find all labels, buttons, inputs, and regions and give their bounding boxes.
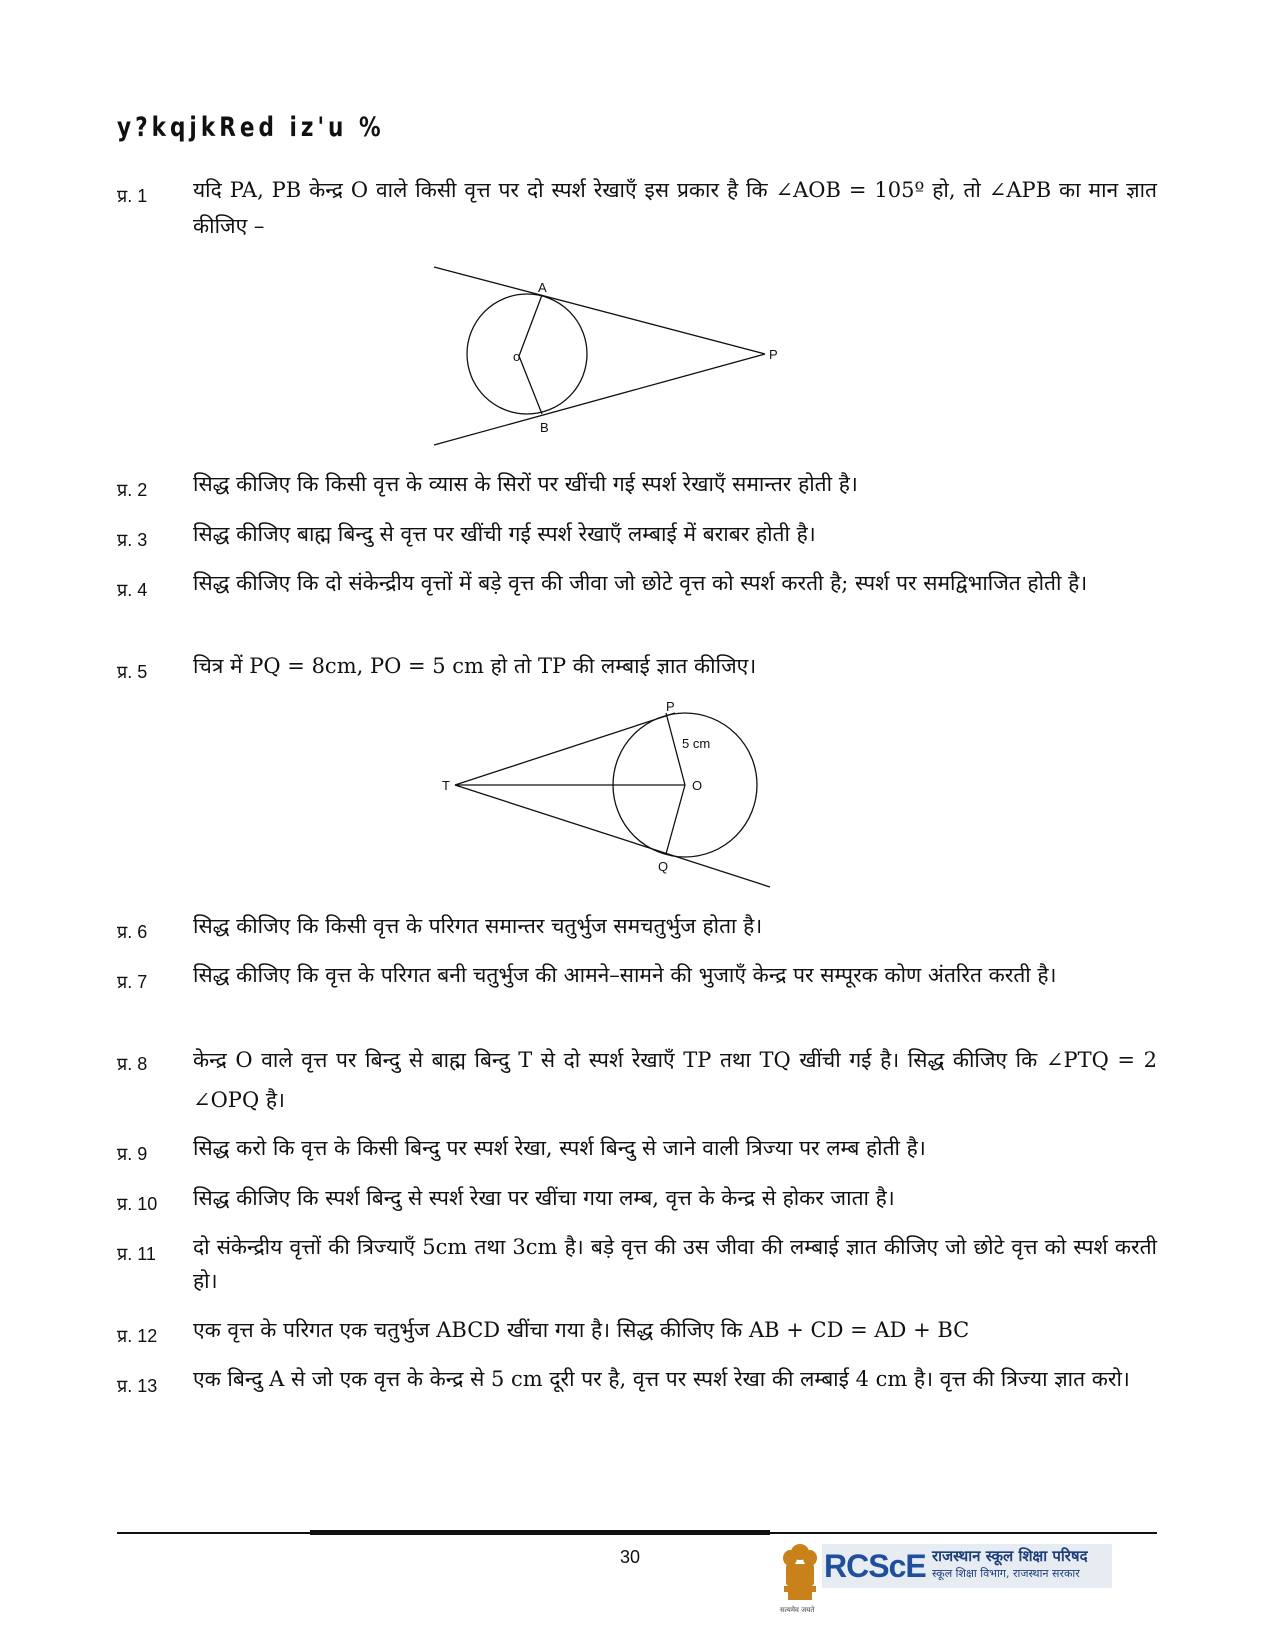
question-number: प्र. 8 (117, 1054, 148, 1074)
page-number: 30 (620, 1547, 641, 1567)
question-text: सिद्ध कीजिए कि वृत्त के परिगत बनी चतुर्भुज की आमने–सामने की भुजाएँ केन्द्र पर सम्पूरक कोण अंतरित करती है। (193, 963, 1057, 987)
question-text: एक वृत्त के परिगत एक चतुर्भुज ABCD खींचा गया है। सिद्ध कीजिए कि AB + CD = AD + BC (193, 1318, 970, 1342)
question-text: सिद्ध कीजिए कि दो संकेन्द्रीय वृत्तों में बड़े वृत्त की जीवा जो छोटे वृत्त को स्पर्श करती है; स्पर्श पर समद्विभाजित होती है। (193, 571, 1088, 595)
question-number: प्र. 12 (117, 1326, 158, 1346)
logo-wordmark: RCScE (824, 1548, 926, 1584)
question-number: प्र. 11 (117, 1244, 156, 1264)
figure-tangents-from-p (420, 262, 800, 452)
question-number: प्र. 4 (117, 580, 148, 600)
question-13 (117, 1362, 1157, 1430)
question-12 (117, 1312, 1157, 1348)
tangent-pb (434, 354, 765, 445)
label-p: P (666, 699, 675, 714)
question-number: प्र. 1 (117, 186, 148, 206)
question-text: सिद्ध करो कि वृत्त के किसी बिन्दु पर स्पर्श रेखा, स्पर्श बिन्दु से जाने वाली त्रिज्या पर लम्ब होती है। (193, 1136, 926, 1160)
logo-title: राजस्थान स्कूल शिक्षा परिषद (932, 1547, 1088, 1565)
question-number: प्र. 10 (117, 1194, 158, 1214)
question-text: चित्र में PQ = 8cm, PO = 5 cm हो तो TP की लम्बाई ज्ञात कीजिए। (193, 654, 757, 678)
question-6 (117, 908, 1157, 944)
tangent-tq (455, 785, 770, 887)
label-p: P (769, 347, 778, 362)
question-text: सिद्ध कीजिए कि किसी वृत्त के व्यास के सिरों पर खींची गई स्पर्श रेखाएँ समान्तर होती है। (193, 472, 858, 496)
question-text: यदि PA, PB केन्द्र O वाले किसी वृत्त पर दो स्पर्श रेखाएँ इस प्रकार है कि ∠AOB = 105º हो, तो ∠APB का मान ज्ञात कीजिए – (193, 178, 1157, 238)
rcsce-logo (780, 1540, 1160, 1614)
label-o: O (692, 778, 703, 793)
question-number: प्र. 5 (117, 662, 148, 682)
label-a: A (538, 280, 547, 295)
question-3 (117, 516, 1157, 552)
logo-subtitle: स्कूल शिक्षा विभाग, राजस्थान सरकार (932, 1567, 1080, 1580)
question-text: सिद्ध कीजिए बाह्म बिन्दु से वृत्त पर खींची गई स्पर्श रेखाएँ लम्बाई में बराबर होती है। (193, 522, 816, 546)
emblem-caption: सत्यमेव जयते (780, 1606, 815, 1614)
ashoka-emblem-icon (780, 1540, 820, 1606)
radius-ob (519, 356, 542, 414)
question-number: प्र. 3 (117, 530, 148, 550)
section-heading: y?kqjkRed iz'u % (117, 112, 385, 143)
label-o: o (513, 349, 521, 364)
label-b: B (540, 420, 549, 435)
question-1 (117, 172, 1157, 244)
question-10 (117, 1180, 1157, 1216)
label-t: T (442, 778, 450, 793)
tangent-pa (434, 267, 765, 354)
question-text: सिद्ध कीजिए कि स्पर्श बिन्दु से स्पर्श रेखा पर खींचा गया लम्ब, वृत्त के केन्द्र से होकर जाता है। (193, 1186, 895, 1210)
question-4 (117, 566, 1157, 634)
question-11 (117, 1230, 1157, 1298)
figure-tangents-from-t (430, 696, 790, 896)
question-8 (117, 1040, 1157, 1112)
question-text: सिद्ध कीजिए कि किसी वृत्त के परिगत समान्तर चतुर्भुज समचतुर्भुज होता है। (193, 914, 763, 938)
question-7 (117, 958, 1157, 1026)
label-radius: 5 cm (682, 736, 711, 751)
question-2 (117, 466, 1157, 502)
label-q: Q (658, 859, 669, 874)
question-9 (117, 1130, 1157, 1166)
question-number: प्र. 13 (117, 1376, 158, 1396)
question-number: प्र. 6 (117, 922, 148, 942)
question-text: एक बिन्दु A से जो एक वृत्त के केन्द्र से 5 cm दूरी पर है, वृत्त पर स्पर्श रेखा की लम्बाई 4 cm है। वृत्त की त्रिज्या ज्ञात करो। (193, 1367, 1130, 1391)
circle (467, 294, 587, 414)
question-text: केन्द्र O वाले वृत्त पर बिन्दु से बाह्म बिन्दु T से दो स्पर्श रेखाएँ TP तथा TQ खींची गई है। सिद्ध कीजिए कि ∠PTQ = 2 ∠OPQ है। (193, 1048, 1157, 1112)
radius-oq (666, 785, 685, 854)
question-text: दो संकेन्द्रीय वृत्तों की त्रिज्याएँ 5cm तथा 3cm है। बड़े वृत्त की उस जीवा की लम्बाई ज्ञात कीजिए जो छोटे वृत्त को स्पर्श करती हो। (193, 1235, 1157, 1293)
radius-oa (519, 295, 542, 356)
question-number: प्र. 2 (117, 480, 148, 500)
question-number: प्र. 7 (117, 972, 148, 992)
question-5 (117, 648, 1157, 684)
footer-rule-accent (310, 1530, 770, 1535)
question-number: प्र. 9 (117, 1144, 148, 1164)
tangent-tp (455, 713, 675, 785)
